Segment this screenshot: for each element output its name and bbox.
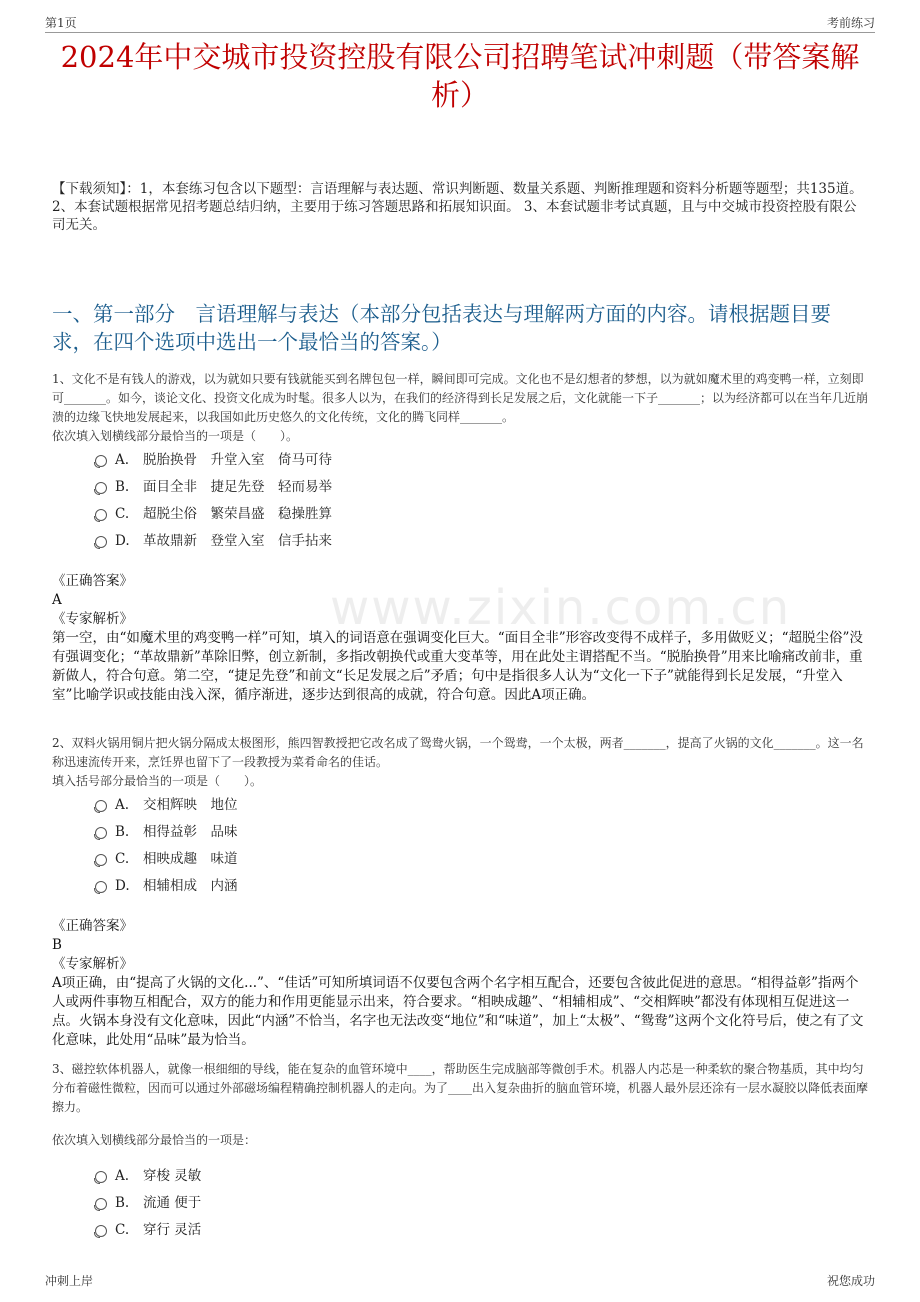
option-c[interactable] — [95, 503, 332, 530]
option-text: 相映成趣 味道 — [143, 851, 238, 867]
question-2-answer — [52, 917, 868, 1050]
option-label: A. — [115, 1168, 130, 1184]
section-heading: 一、第一部分 言语理解与表达（本部分包括表达与理解两方面的内容。请根据题目要求，在四个选项中选出一个最恰当的答案。） — [52, 302, 831, 354]
option-c[interactable] — [95, 1219, 201, 1246]
question-stem-text: 1、文化不是有钱人的游戏，以为就如只要有钱就能买到名牌包包一样，瞬间即可完成。文化也不是幻想者的梦想，以为就如魔术里的鸡变鸭一样，立刻即可_______。如今，谈论文化、投资文化成为时髦。很多人以为，在我们的经济得到长足发展之后，文化就能一下子_______；以为经济都可以在当年几近崩溃的边缘飞快地发展起来，以我国如此历史悠久的文化传统，文化的腾飞同样_______。 — [52, 372, 869, 424]
question-prompt: 依次填入划横线部分最恰当的一项是： — [52, 1133, 257, 1147]
answer-heading: 《正确答案》 — [52, 573, 133, 589]
question-1-options — [95, 449, 332, 557]
analysis-heading: 《专家解析》 — [52, 611, 133, 627]
radio-icon[interactable] — [95, 509, 107, 521]
analysis-text: 第一空，由“如魔术里的鸡变鸭一样”可知，填入的词语意在强调变化巨大。“面目全非”形容改变得不成样子，多用做贬义；“超脱尘俗”没有强调变化；“革故鼎新”革除旧弊，创立新制，多指改朝换代或重大变革等，用在此处主谓搭配不当。“脱胎换骨”用来比喻痛改前非，重新做人，符合句意。第二空，“捷足先登”和前文“长足发展之后”矛盾；句中是指很多人认为“文化一下子”就能得到长足发展，“升堂入室”比喻学识或技能由浅入深，循序渐进，逐步达到很高的成就，符合句意。因此A项正确。 — [52, 630, 863, 703]
radio-icon[interactable] — [95, 536, 107, 548]
download-notice: 【下载须知】：1，本套练习包含以下题型：言语理解与表达题、常识判断题、数量关系题、判断推理题和资料分析题等题型；共135道。 2、本套试题根据常见招考题总结归纳，主要用于练习答题思路和拓展知识面。 3、本套试题非考试真题，且与中交城市投资控股有限公司无关。 — [52, 181, 863, 233]
radio-icon[interactable] — [95, 1171, 107, 1183]
option-b[interactable] — [95, 821, 238, 848]
option-label: C. — [115, 506, 130, 522]
analysis-heading: 《专家解析》 — [52, 956, 133, 972]
page-number: 第1页 — [45, 16, 77, 30]
option-b[interactable] — [95, 476, 332, 503]
option-text: 相辅相成 内涵 — [143, 878, 238, 894]
question-1-answer — [52, 572, 868, 705]
document-title: 2024年中交城市投资控股有限公司招聘笔试冲刺题（带答案解析） — [60, 40, 860, 112]
option-text: 穿梭 灵敏 — [143, 1168, 202, 1184]
question-prompt: 依次填入划横线部分最恰当的一项是（ ）。 — [52, 429, 299, 443]
question-stem-text: 2、双料火锅用铜片把火锅分隔成太极图形，熊四智教授把它改名成了鸳鸯火锅，一个鸳鸯，一个太极，两者_______，提高了火锅的文化_______。这一名称迅速流传开来，烹饪界也留下了一段教授为菜肴命名的佳话。 — [52, 736, 864, 769]
option-label: C. — [115, 1222, 130, 1238]
question-3-options — [95, 1165, 201, 1246]
option-a[interactable] — [95, 449, 332, 476]
radio-icon[interactable] — [95, 1198, 107, 1210]
option-label: B. — [115, 1195, 130, 1211]
watermark: www.zixin.com.cn — [330, 580, 792, 636]
question-stem-text: 3、磁控软体机器人，就像一根细细的导线，能在复杂的血管环境中____，帮助医生完成脑部等微创手术。机器人内芯是一种柔软的聚合物基质，其中均匀分布着磁性微粒，因而可以通过外部磁场编程精确控制机器人的走向。为了____出入复杂曲折的脑血管环境，机器人最外层还涂有一层水凝胶以降低表面摩擦力。 — [52, 1062, 869, 1114]
footer-left: 冲刺上岸 — [45, 1274, 94, 1288]
option-text: 超脱尘俗 繁荣昌盛 稳操胜算 — [143, 506, 332, 522]
option-text: 相得益彰 品味 — [143, 824, 238, 840]
option-label: A. — [115, 797, 130, 813]
question-prompt: 填入括号部分最恰当的一项是（ ）。 — [52, 774, 263, 788]
option-label: B. — [115, 479, 130, 495]
option-d[interactable] — [95, 875, 238, 902]
option-d[interactable] — [95, 530, 332, 557]
radio-icon[interactable] — [95, 482, 107, 494]
radio-icon[interactable] — [95, 1225, 107, 1237]
question-2-options — [95, 794, 238, 902]
option-text: 面目全非 捷足先登 轻而易举 — [143, 479, 332, 495]
option-label: C. — [115, 851, 130, 867]
header-label: 考前练习 — [826, 16, 875, 30]
analysis-text: A项正确，由“提高了火锅的文化...”、“佳话”可知所填词语不仅要包含两个名字相互配合，还要包含彼此促进的意思。“相得益彰”指两个人或两件事物互相配合，双方的能力和作用更能显示出来，符合要求。“相映成趣”、“相辅相成”、“交相辉映”都没有体现相互促进这一点。火锅本身没有文化意味，因此“内涵”不恰当，名字也无法改变“地位”和“味道”，加上“太极”、“鸳鸯”这两个文化符号后，使之有了文化意味，此处用“品味”最为恰当。 — [52, 975, 864, 1048]
option-a[interactable] — [95, 794, 238, 821]
question-2-stem — [52, 734, 868, 791]
option-c[interactable] — [95, 848, 238, 875]
question-3-stem — [52, 1060, 868, 1150]
option-label: A. — [115, 452, 130, 468]
answer-heading: 《正确答案》 — [52, 918, 133, 934]
radio-icon[interactable] — [95, 827, 107, 839]
option-text: 穿行 灵活 — [143, 1222, 202, 1238]
radio-icon[interactable] — [95, 854, 107, 866]
page-header — [45, 10, 875, 33]
radio-icon[interactable] — [95, 455, 107, 467]
option-b[interactable] — [95, 1192, 201, 1219]
option-text: 流通 便于 — [143, 1195, 202, 1211]
option-label: D. — [115, 533, 130, 549]
question-1-stem — [52, 370, 868, 446]
option-label: B. — [115, 824, 130, 840]
option-text: 交相辉映 地位 — [143, 797, 238, 813]
answer-value: A — [52, 592, 62, 608]
footer-right: 祝您成功 — [826, 1274, 875, 1288]
option-label: D. — [115, 878, 130, 894]
radio-icon[interactable] — [95, 881, 107, 893]
answer-value: B — [52, 937, 62, 953]
option-text: 革故鼎新 登堂入室 信手拈来 — [143, 533, 332, 549]
radio-icon[interactable] — [95, 800, 107, 812]
option-text: 脱胎换骨 升堂入室 倚马可待 — [143, 452, 332, 468]
option-a[interactable] — [95, 1165, 201, 1192]
